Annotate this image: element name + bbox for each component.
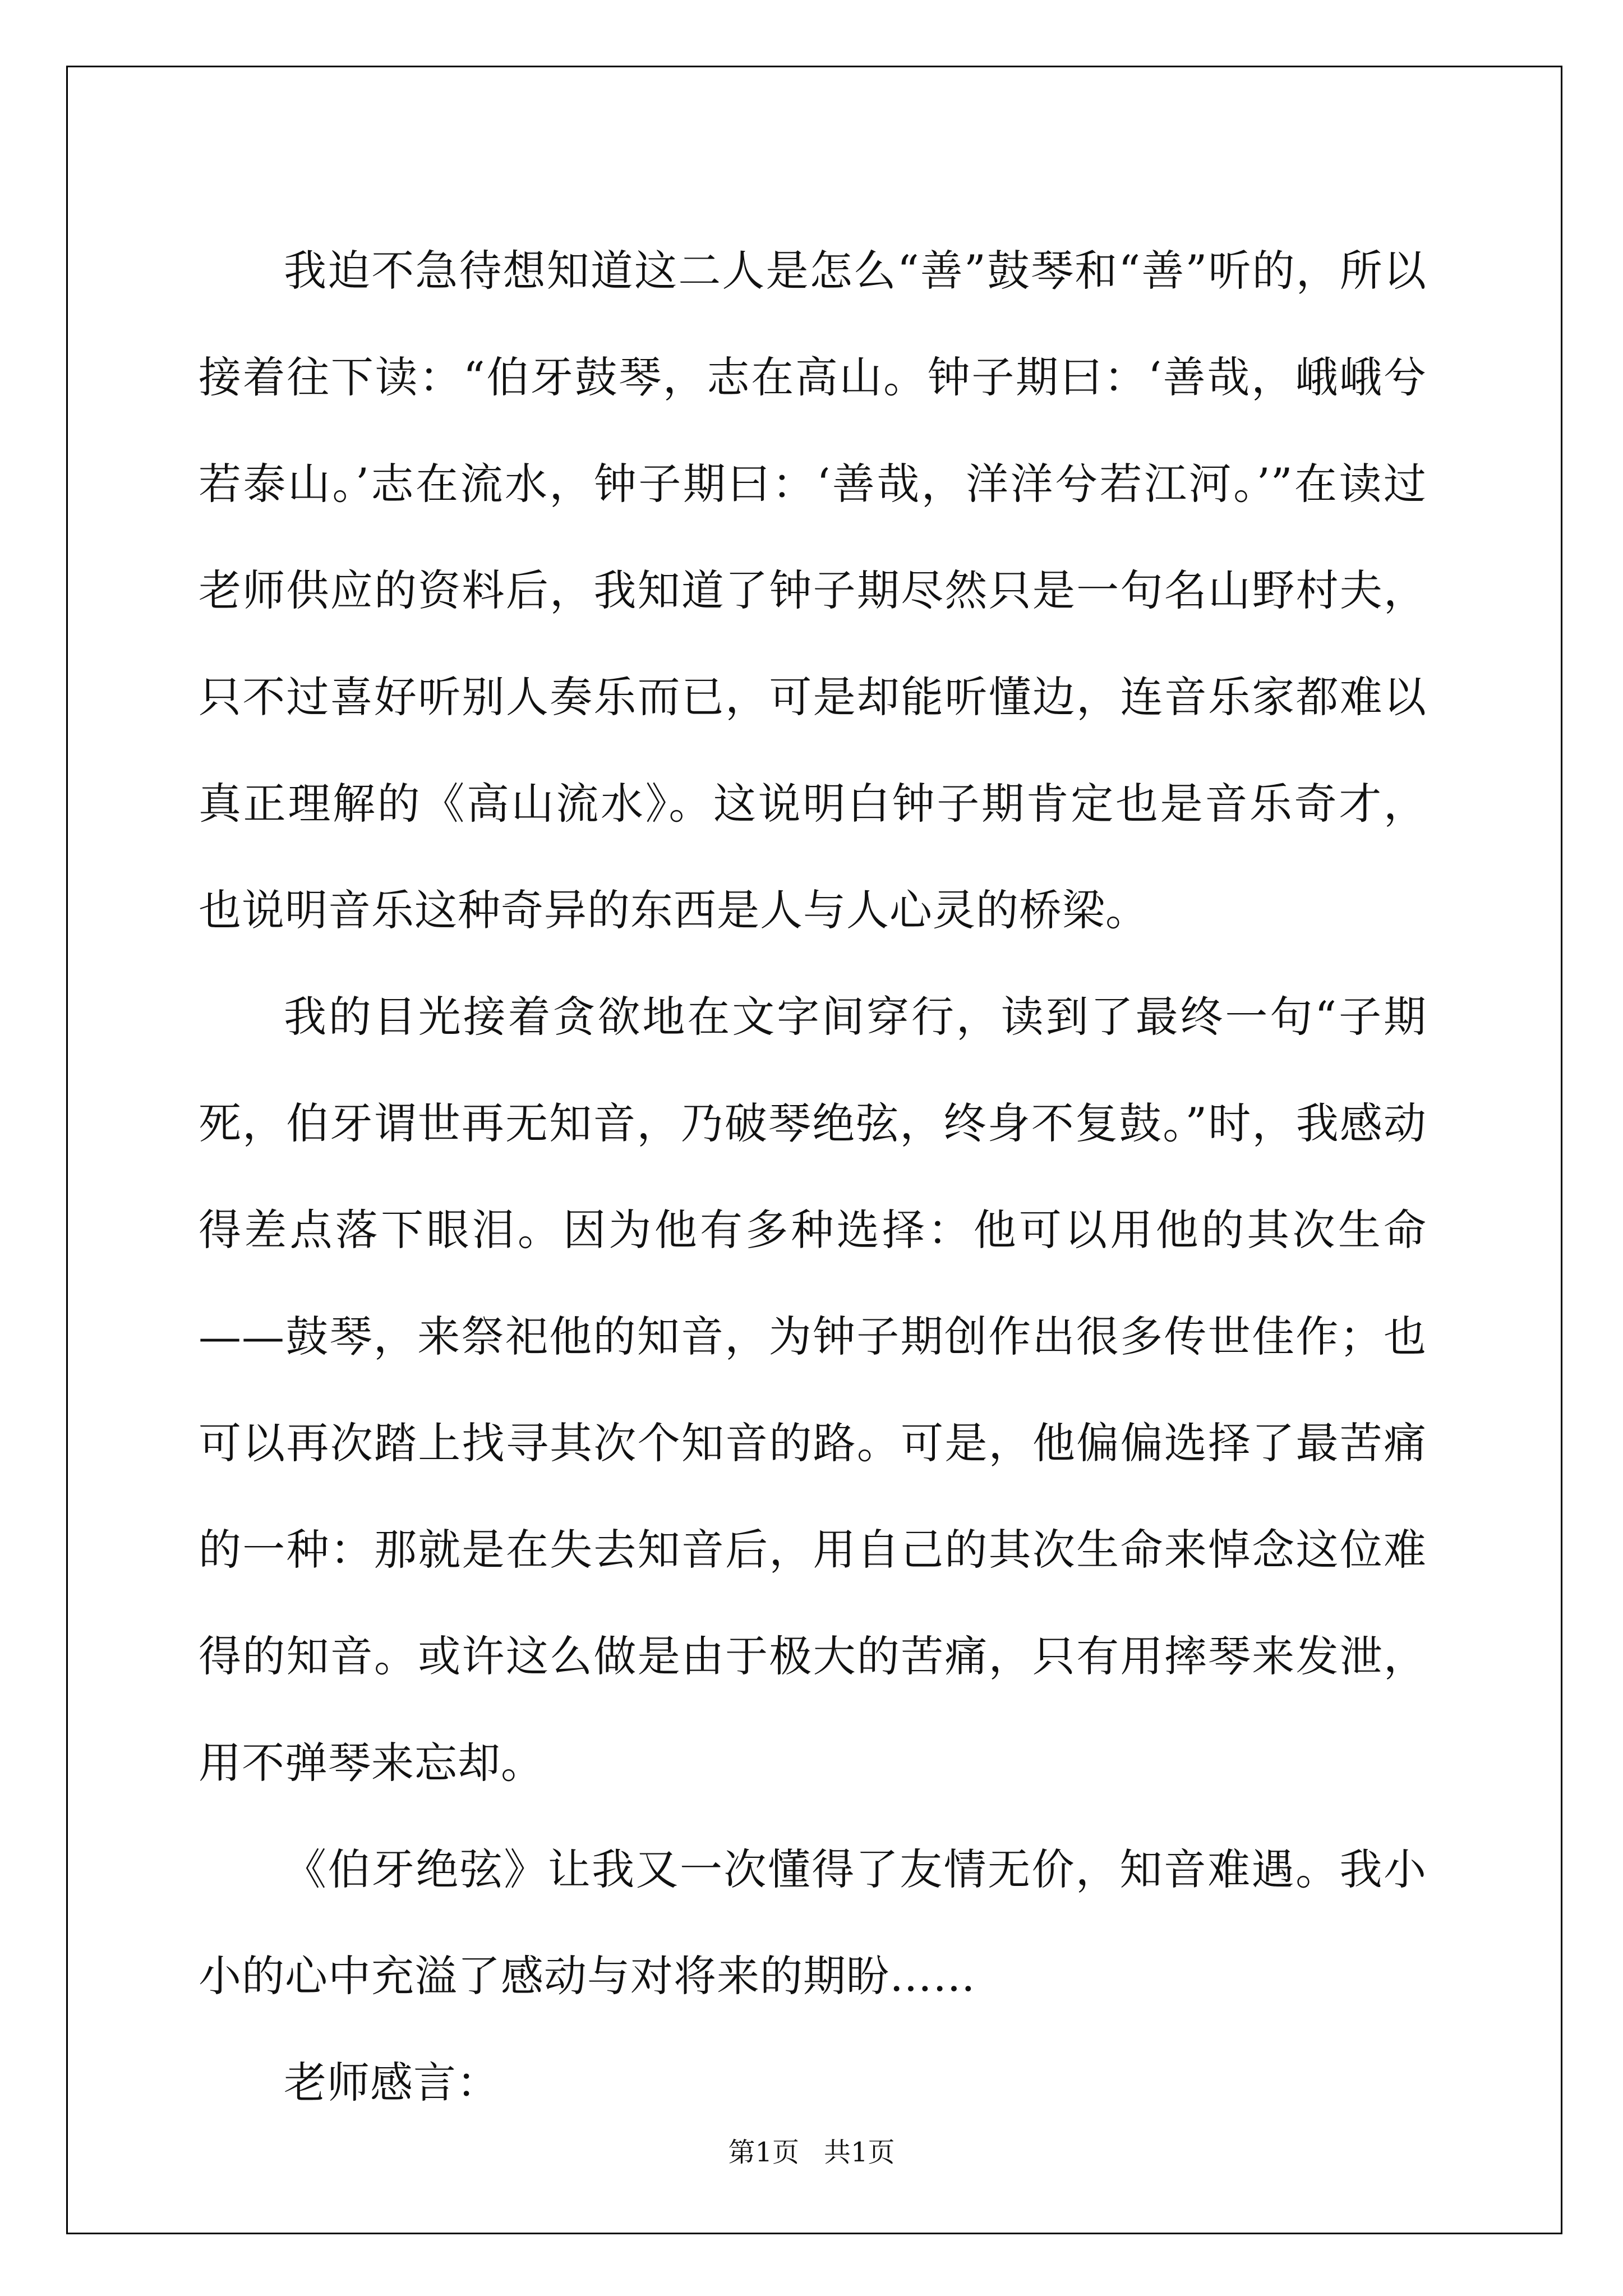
paragraph: 老师感言：	[284, 2058, 500, 2108]
page-number: 第1页	[728, 2137, 799, 2168]
document-body	[199, 218, 1427, 2136]
page-footer	[0, 2131, 1623, 2169]
paragraph: 我迫不急待想知道这二人是怎么“善”鼓琴和“善”听的，所以接着往下读：“伯牙鼓琴，志在高山。钟子期曰：‘善哉，峨峨兮若泰山。’志在流水，钟子期曰：‘善哉，洋洋兮若江河。’”在读过老师供应的资料后，我知道了钟子期尽然只是一句名山野村夫，只不过喜好听别人奏乐而已，可是却能听懂边，连音乐家都难以真正理解的《高山流水》。这说明白钟子期肯定也是音乐奇才，也说明音乐这种奇异的东西是人与人心灵的桥梁。	[199, 246, 1427, 935]
page-count: 共1页	[824, 2137, 895, 2168]
paragraph: 我的目光接着贪欲地在文字间穿行，读到了最终一句“子期死，伯牙谓世再无知音，乃破琴绝弦，终身不复鼓。”时，我感动得差点落下眼泪。因为他有多种选择：他可以用他的其次生命——鼓琴，来祭祀他的知音，为钟子期创作出很多传世佳作；也可以再次踏上找寻其次个知音的路。可是，他偏偏选择了最苦痛的一种：那就是在失去知音后，用自己的其次生命来悼念这位难得的知音。或许这么做是由于极大的苦痛，只有用摔琴来发泄，用不弹琴来忘却。	[199, 992, 1427, 1788]
paragraph: 《伯牙绝弦》让我又一次懂得了友情无价，知音难遇。我小小的心中充溢了感动与对将来的期盼……	[199, 1844, 1427, 2001]
